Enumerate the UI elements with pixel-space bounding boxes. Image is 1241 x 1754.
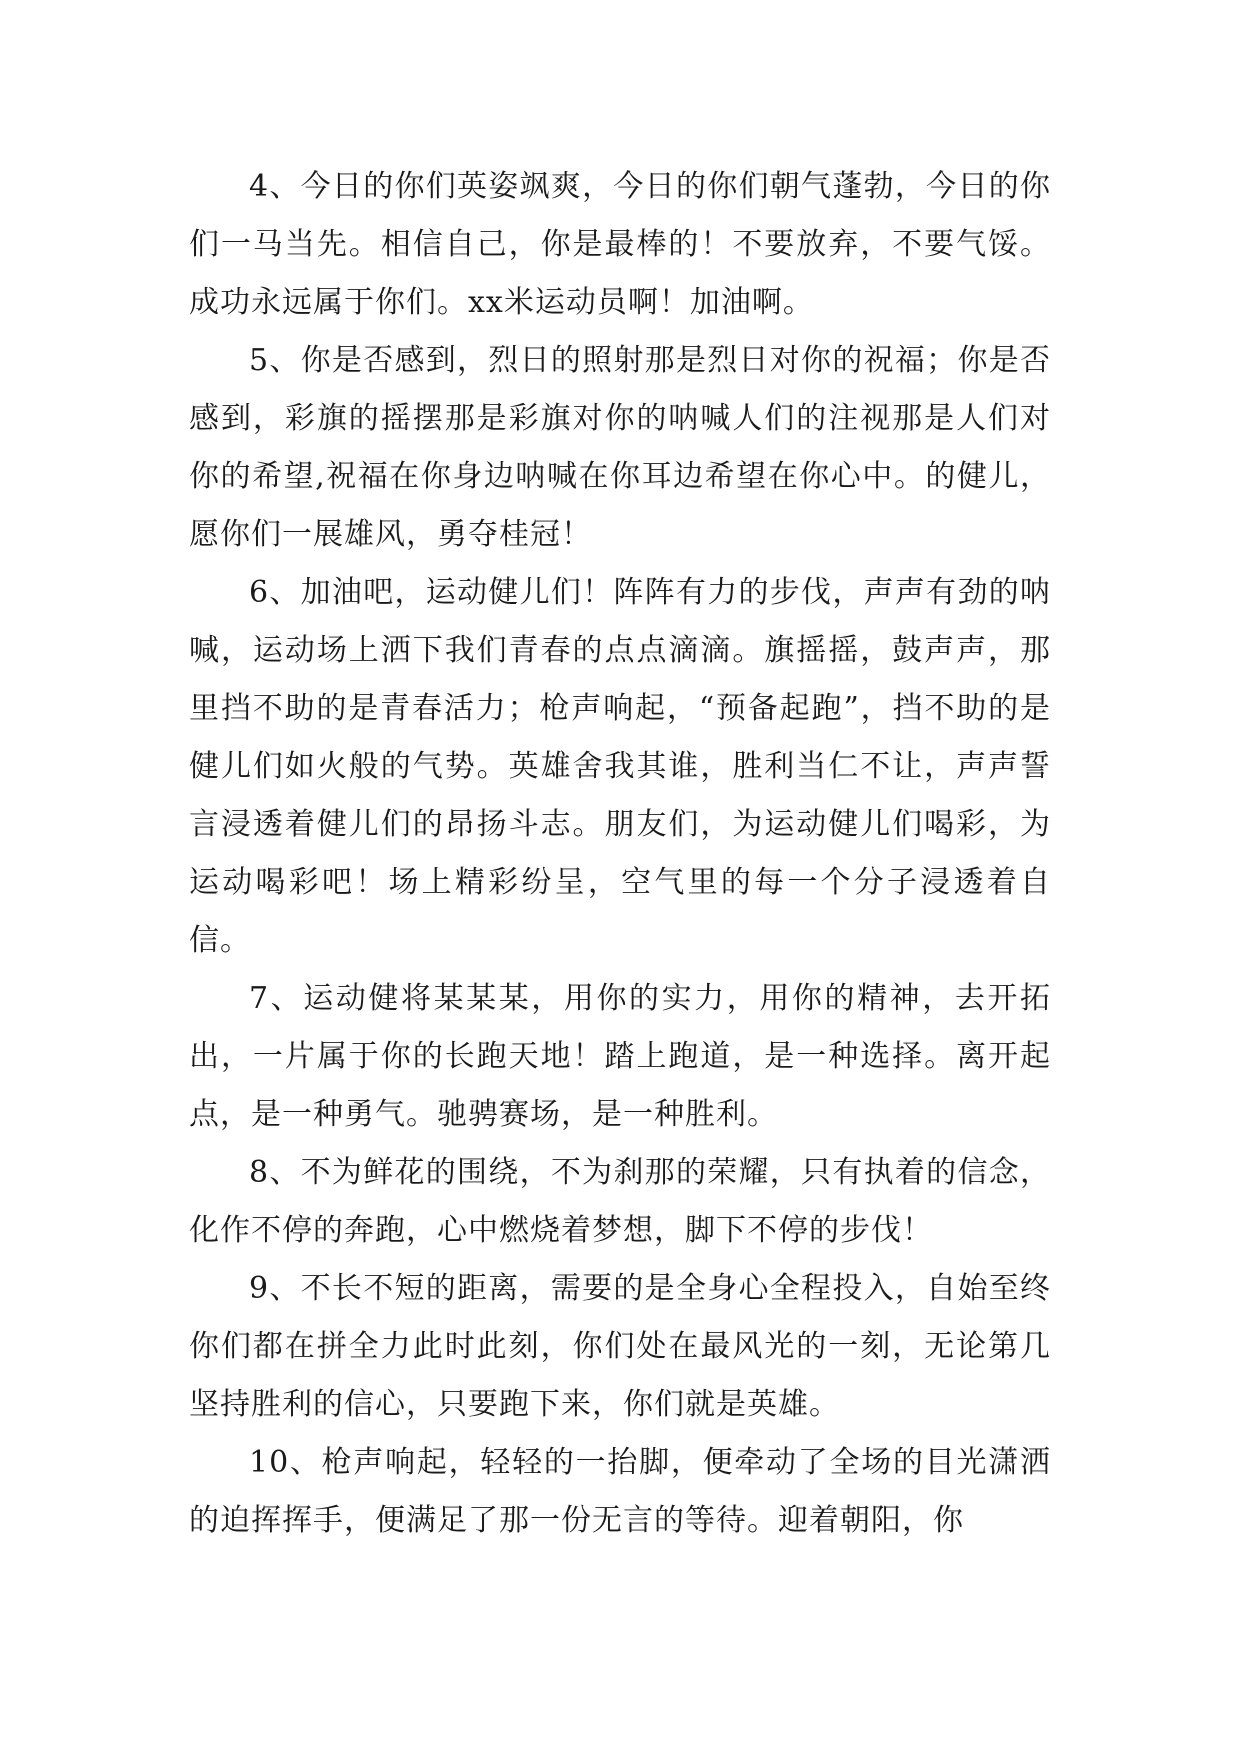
- paragraph-10: 10、枪声响起，轻轻的一抬脚，便牵动了全场的目光潇洒的迫挥挥手，便满足了那一份无言的等待。迎着朝阳，你: [189, 1445, 1051, 1538]
- document-body: [189, 158, 1051, 1550]
- paragraph-9: 9、不长不短的距离，需要的是全身心全程投入，自始至终你们都在拼全力此时此刻，你们处在最风光的一刻，无论第几坚持胜利的信心，只要跑下来，你们就是英雄。: [189, 1271, 1051, 1422]
- paragraph-7: 7、运动健将某某某，用你的实力，用你的精神，去开拓出，一片属于你的长跑天地！踏上跑道，是一种选择。离开起点，是一种勇气。驰骋赛场，是一种胜利。: [189, 981, 1051, 1132]
- paragraph-5: 5、你是否感到，烈日的照射那是烈日对你的祝福；你是否感到，彩旗的摇摆那是彩旗对你的呐喊人们的注视那是人们对你的希望,祝福在你身边呐喊在你耳边希望在你心中。的健儿，愿你们一展雄风，勇夺桂冠！: [189, 343, 1051, 552]
- paragraph-4: 4、今日的你们英姿飒爽，今日的你们朝气蓬勃，今日的你们一马当先。相信自己，你是最棒的！不要放弃，不要气馁。成功永远属于你们。xx米运动员啊！加油啊。: [189, 169, 1051, 320]
- paragraph-6: 6、加油吧，运动健儿们！阵阵有力的步伐，声声有劲的呐喊，运动场上洒下我们青春的点点滴滴。旗摇摇，鼓声声，那里挡不助的是青春活力；枪声响起，“预备起跑”，挡不助的是健儿们如火般的气势。英雄舍我其谁，胜利当仁不让，声声誓言浸透着健儿们的昂扬斗志。朋友们，为运动健儿们喝彩，为运动喝彩吧！场上精彩纷呈，空气里的每一个分子浸透着自信。: [189, 575, 1051, 958]
- paragraph-8: 8、不为鲜花的围绕，不为刹那的荣耀，只有执着的信念，化作不停的奔跑，心中燃烧着梦想，脚下不停的步伐！: [189, 1155, 1051, 1248]
